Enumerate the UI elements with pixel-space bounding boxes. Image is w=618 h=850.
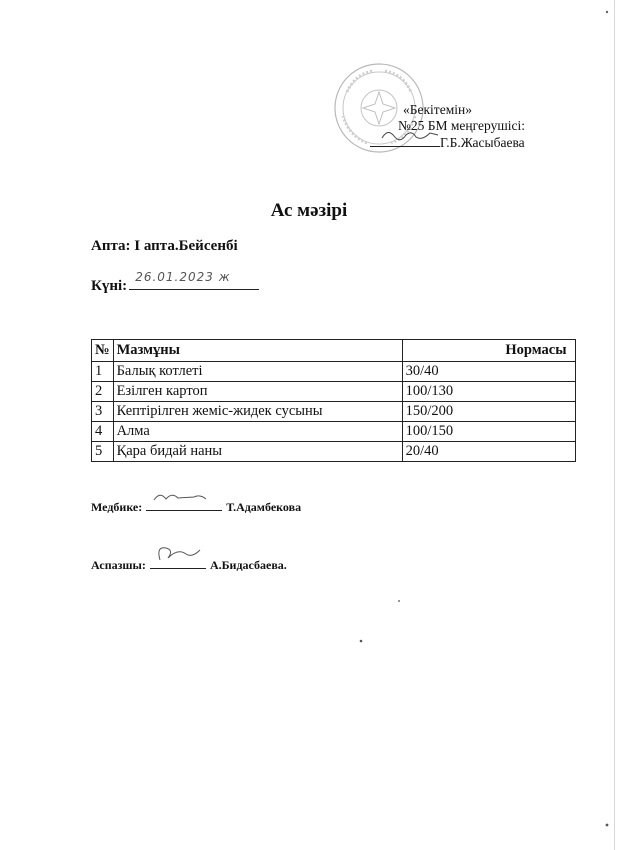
- header-content: Мазмұны: [113, 340, 402, 362]
- row-dish: Езілген картоп: [113, 382, 402, 402]
- row-dish: Балық котлеті: [113, 362, 402, 382]
- date-value: 26.01.2023 ж: [135, 270, 231, 284]
- row-dish: Қара бидай наны: [113, 442, 402, 462]
- header-norm: Нормасы: [402, 340, 575, 362]
- approval-position: №25 БМ меңгерушісі:: [398, 118, 525, 133]
- row-norm: 100/150: [402, 422, 575, 442]
- nurse-name: Т.Адамбекова: [226, 500, 302, 514]
- header-number: №: [92, 340, 114, 362]
- row-number: 2: [92, 382, 114, 402]
- row-number: 1: [92, 362, 114, 382]
- nurse-label: Медбике:: [91, 500, 143, 514]
- director-name: Г.Б.Жасыбаева: [440, 135, 525, 150]
- page-title: Ас мәзірі: [270, 200, 348, 221]
- cook-name: А.Бидасбаева.: [209, 558, 287, 572]
- row-norm: 20/40: [402, 442, 575, 462]
- row-number: 3: [92, 402, 114, 422]
- row-norm: 100/130: [402, 382, 575, 402]
- date-label: Күні:: [91, 278, 128, 294]
- row-norm: 150/200: [402, 402, 575, 422]
- row-number: 4: [92, 422, 114, 442]
- row-dish: Алма: [113, 422, 402, 442]
- cook-label: Аспазшы:: [91, 558, 146, 572]
- approval-title: «Бекітемін»: [403, 102, 472, 117]
- row-dish: Кептірілген жеміс-жидек сусыны: [113, 402, 402, 422]
- row-norm: 30/40: [402, 362, 575, 382]
- row-number: 5: [92, 442, 114, 462]
- week-label: Апта: І апта.Бейсенбі: [91, 238, 238, 254]
